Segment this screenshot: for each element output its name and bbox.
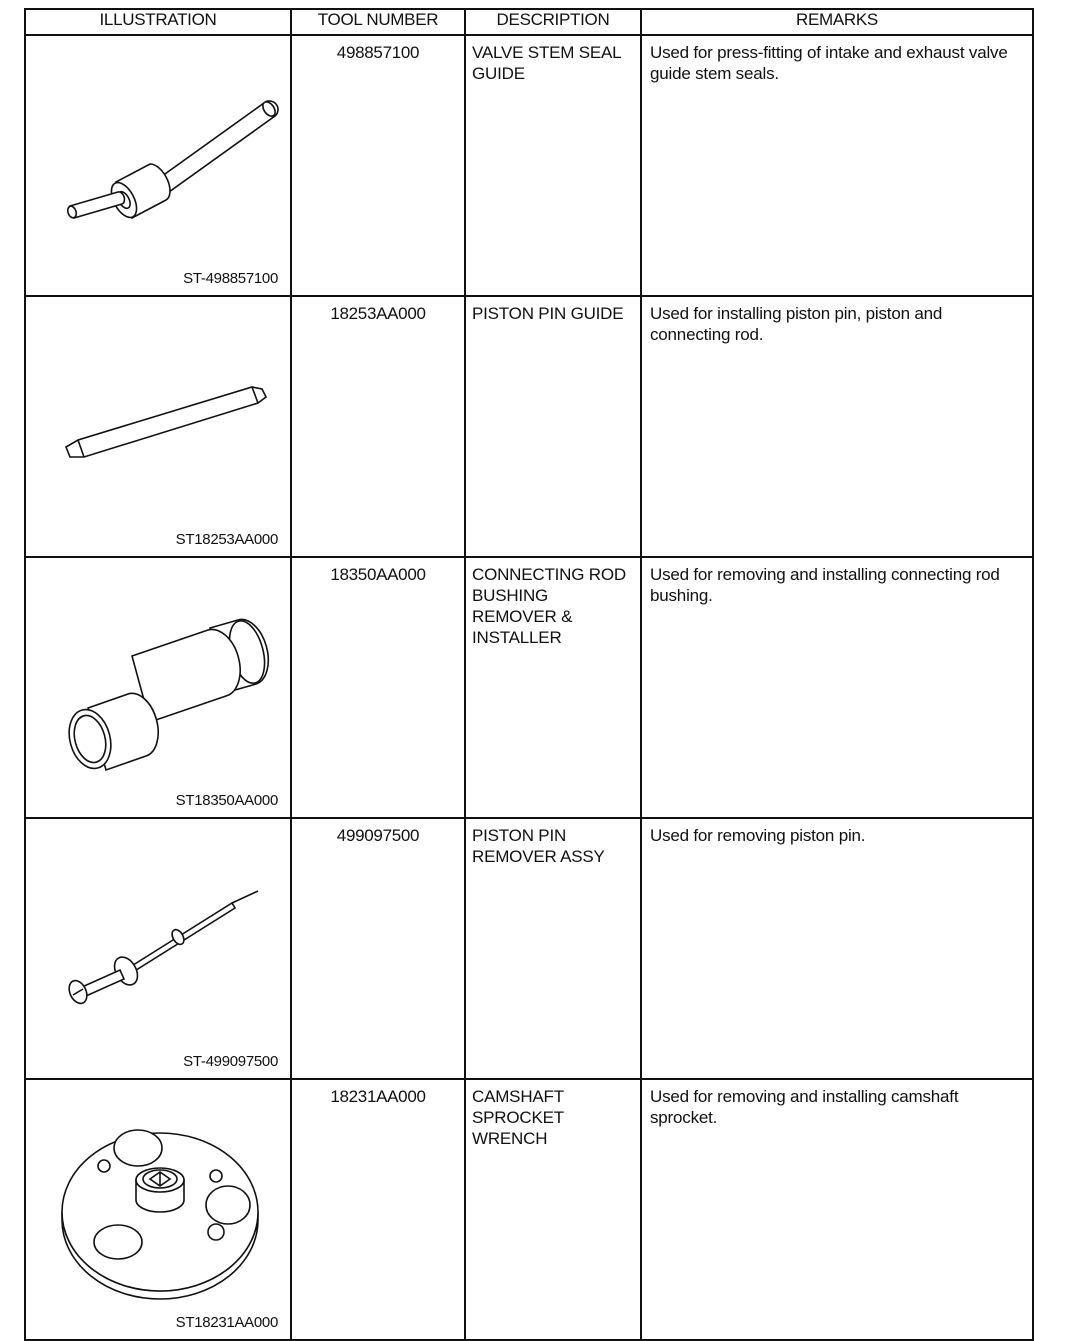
illustration-code: ST-499097500 — [183, 1053, 278, 1070]
header-tool-number: TOOL NUMBER — [291, 9, 465, 35]
header-illustration: ILLUSTRATION — [25, 9, 291, 35]
illustration-cell — [25, 557, 291, 818]
tool-number-cell: 18231AA000 — [291, 1079, 465, 1340]
illustration-code: ST-498857100 — [183, 270, 278, 287]
illustration-cell — [25, 35, 291, 296]
table-row — [25, 1079, 1033, 1340]
illustration-cell — [25, 296, 291, 557]
remarks-cell: Used for press-fitting of intake and exhaust valve guide stem seals. — [641, 35, 1033, 296]
illustration-cell — [25, 818, 291, 1079]
tool-number-cell: 18350AA000 — [291, 557, 465, 818]
tool-number-cell: 498857100 — [291, 35, 465, 296]
table-row — [25, 818, 1033, 1079]
description-cell: CAMSHAFT SPROCKET WRENCH — [465, 1079, 641, 1340]
special-tools-table — [24, 8, 1034, 1341]
header-remarks: REMARKS — [641, 9, 1033, 35]
description-cell: CONNECTING ROD BUSHING REMOVER & INSTALLER — [465, 557, 641, 818]
tool-number-cell: 18253AA000 — [291, 296, 465, 557]
piston-pin-guide-icon — [26, 297, 290, 550]
description-cell: PISTON PIN GUIDE — [465, 296, 641, 557]
bushing-remover-installer-icon — [26, 558, 290, 811]
description-cell: VALVE STEM SEAL GUIDE — [465, 35, 641, 296]
piston-pin-remover-icon — [26, 819, 290, 1072]
description-cell: PISTON PIN REMOVER ASSY — [465, 818, 641, 1079]
illustration-code: ST18350AA000 — [175, 792, 278, 809]
remarks-cell: Used for removing and installing connecting rod bushing. — [641, 557, 1033, 818]
table-row — [25, 296, 1033, 557]
illustration-cell — [25, 1079, 291, 1340]
header-description: DESCRIPTION — [465, 9, 641, 35]
remarks-cell: Used for installing piston pin, piston and connecting rod. — [641, 296, 1033, 557]
remarks-cell: Used for removing piston pin. — [641, 818, 1033, 1079]
remarks-cell: Used for removing and installing camshaft sprocket. — [641, 1079, 1033, 1340]
table-header-row — [25, 9, 1033, 35]
tool-number-cell: 499097500 — [291, 818, 465, 1079]
illustration-code: ST18253AA000 — [175, 531, 278, 548]
table-row — [25, 35, 1033, 296]
camshaft-sprocket-wrench-icon — [26, 1080, 290, 1333]
illustration-code: ST18231AA000 — [175, 1314, 278, 1331]
table-row — [25, 557, 1033, 818]
valve-stem-seal-guide-icon — [26, 36, 290, 289]
